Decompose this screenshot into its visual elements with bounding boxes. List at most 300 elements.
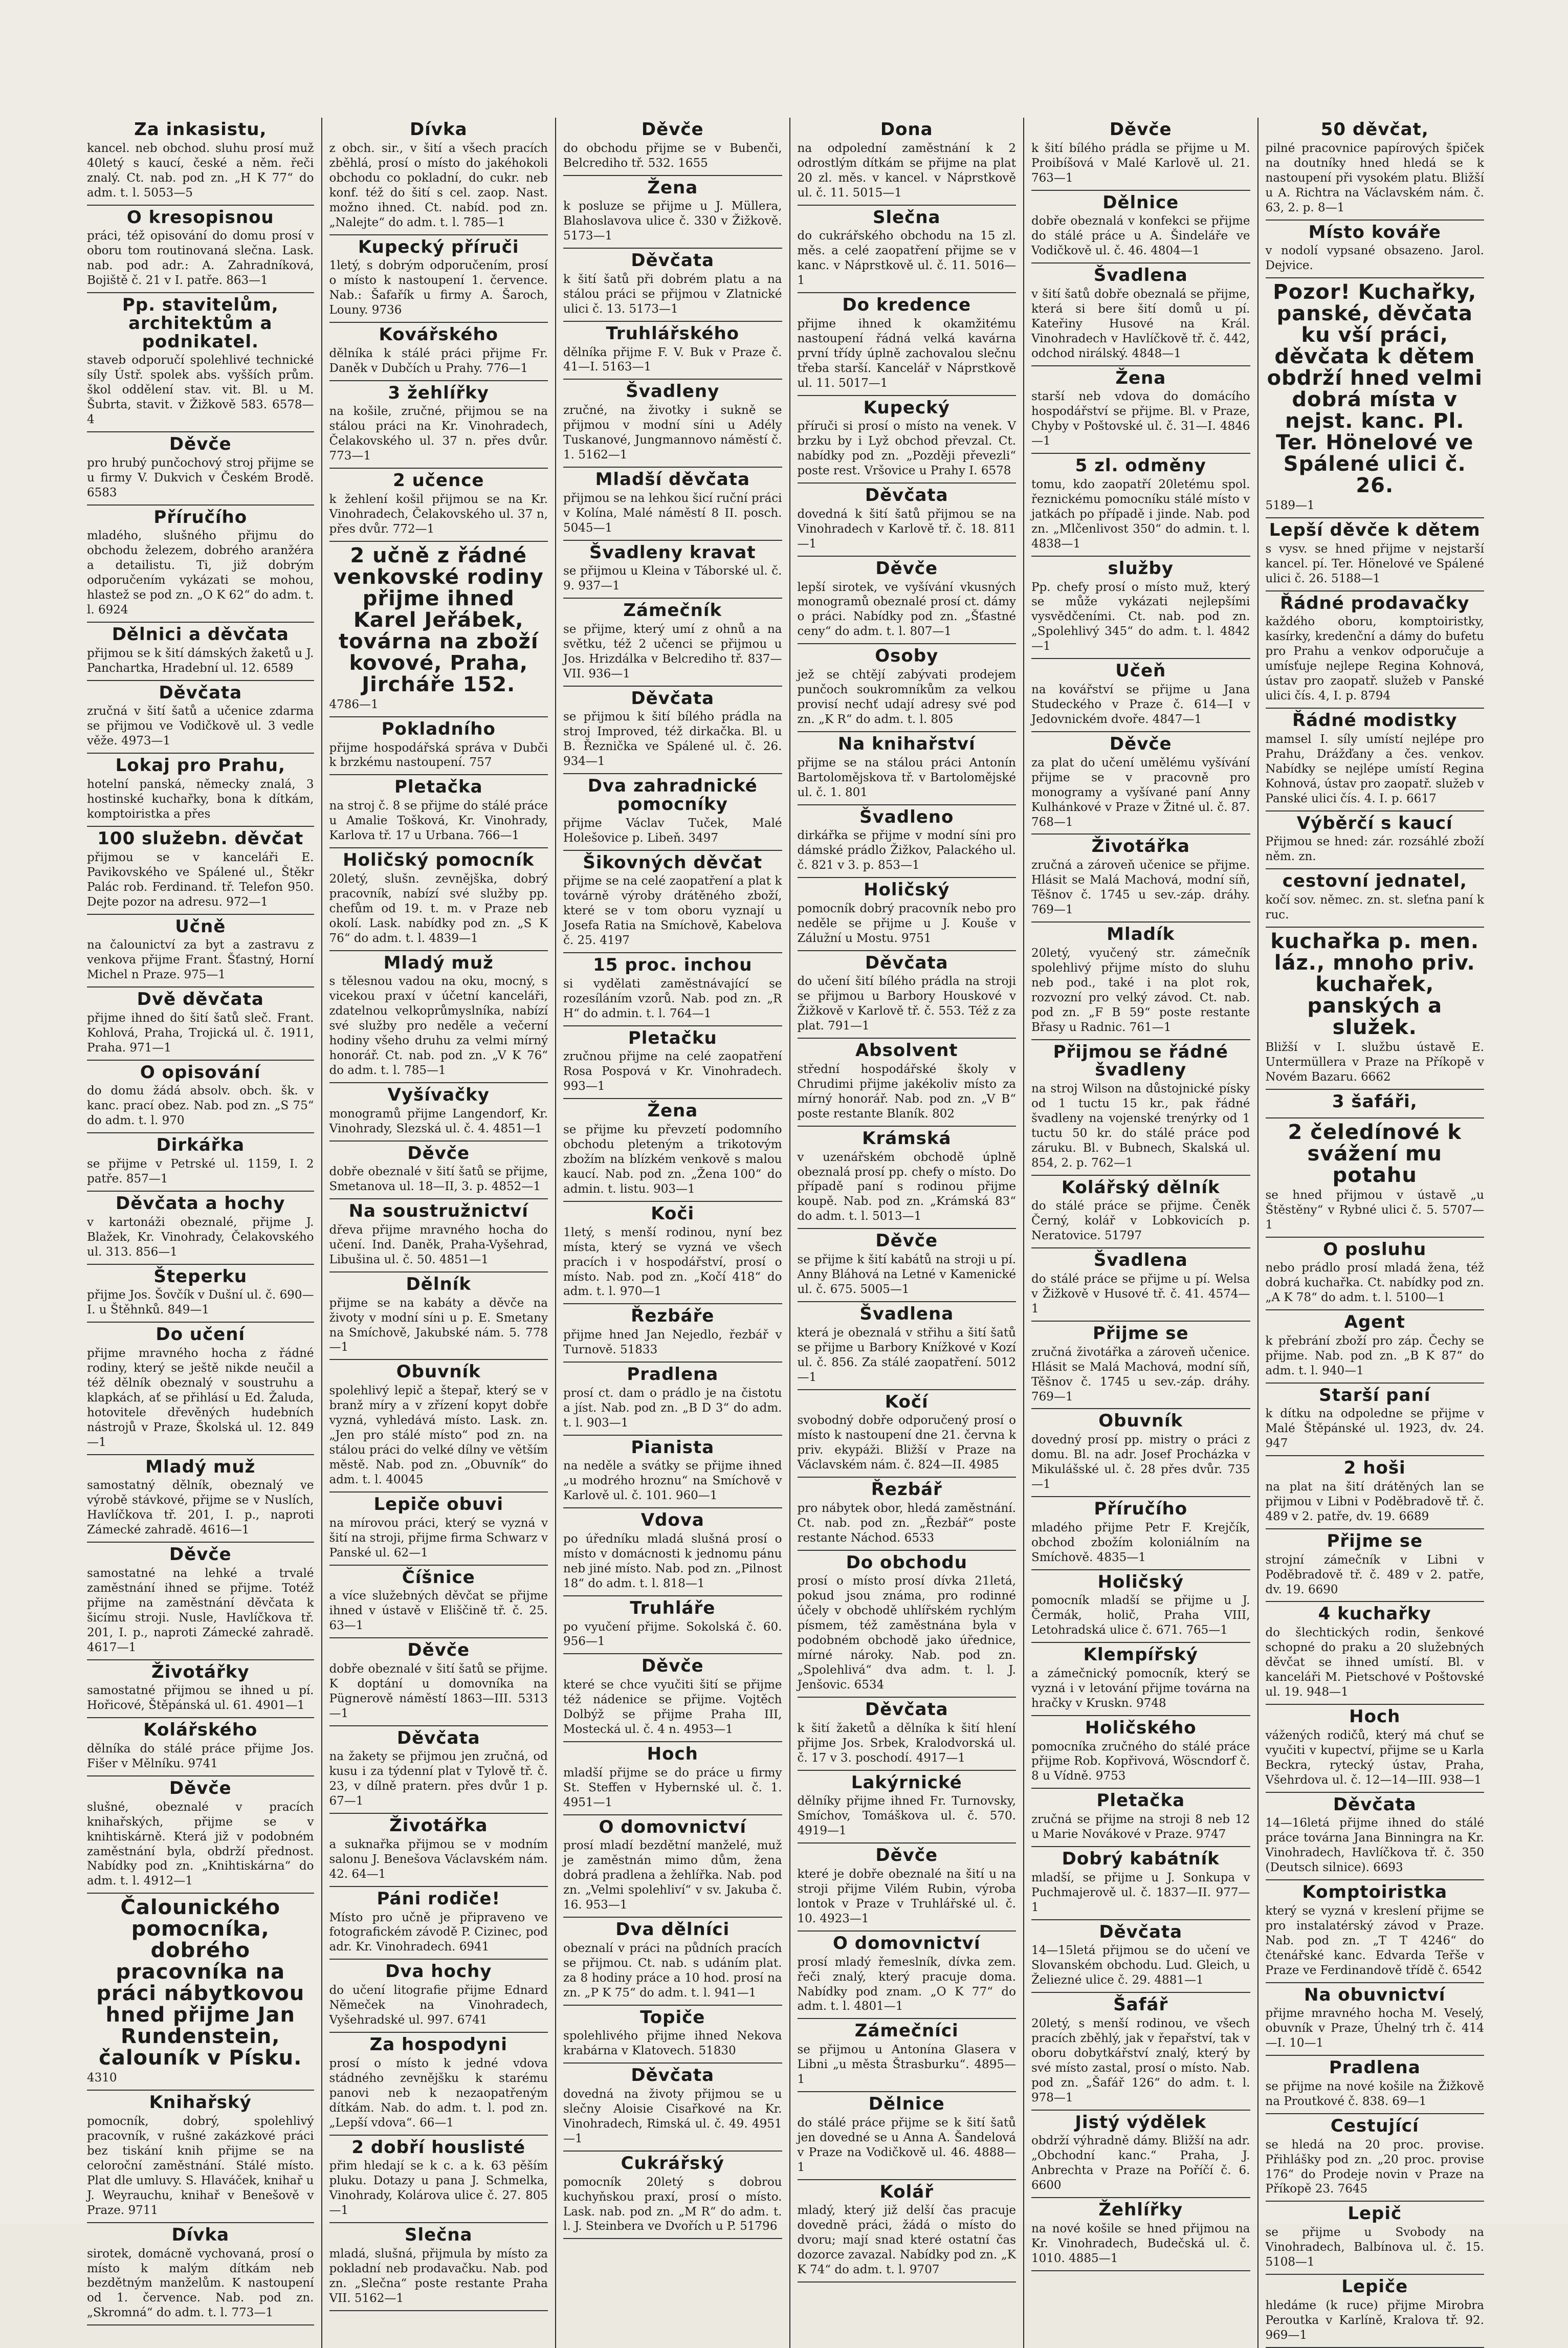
ad-heading: 100 služebn. děvčat [97, 828, 304, 849]
ad-body: pomocník, dobrý, spolehlivý pracovník, v rušné zakázkové práci bez tiskání knih přijme se na celoroční zaměstnání. Stálé místo. Plat dle umluvy. S. Hlaváček, knihař u J. Weyrauchu, knihař v Benešově v Praze. 9711 [87, 2115, 314, 2217]
classified-ad [87, 118, 314, 206]
classified-ad [563, 1508, 782, 1596]
classified-ad [329, 2136, 548, 2224]
ad-body: se přijme, který umí z ohnů a na světku, též 2 učenci se přijmou u Jos. Hrizdálka v Belcrediho tř. 837—VII. 936—1 [563, 622, 782, 681]
ad-body: samostatné přijmou se ihned u pí. Hořicové, Štěpánská ul. 61. 4901—1 [87, 1684, 314, 1713]
column-3 [555, 118, 789, 2348]
ad-heading: Kolářského [143, 1720, 258, 1741]
ad-body: v kartonáži obeznalé, přijme J. Blažek, Kr. Vinohrady, Čelakovského ul. 313. 856—1 [87, 1215, 314, 1259]
classified-ad [563, 176, 782, 249]
classified-ad [798, 293, 1017, 396]
ad-heading: Děvče [875, 1231, 938, 1252]
classified-ad [1031, 659, 1250, 732]
ad-heading: Švadlena [859, 1303, 954, 1324]
ad-heading: Na obuvnictví [1304, 1984, 1446, 2005]
classified-ad [329, 848, 548, 951]
ad-body: přijme se na celé zaopatření a plat k továrně výroby drátěného zboží, které se v tom oboru vyznají u Josefa Ratia na Smíchově, Kabelova č. 25. 4197 [563, 874, 782, 948]
ad-body: přijme se na stálou práci Antonín Bartolomějskova tř. v Bartolomějské ul. č. 1. 801 [797, 756, 1016, 799]
ad-heading: Děvčata [865, 485, 948, 506]
classified-ad [87, 1061, 314, 1134]
ad-body: samostatné na lehké a trvalé zaměstnání ihned se přijme. Totéž přijme na zaměstnání děvčata k šicímu stroji. Nusle, Havlíčkova tř. 201, I. p., naproti Zámecké zahradě. 4617—1 [87, 1566, 314, 1654]
ad-heading: 50 děvčat, [1320, 119, 1429, 140]
classified-ad [329, 1960, 548, 2033]
ad-heading: Příručího [1094, 1499, 1188, 1520]
classified-ad [563, 1918, 782, 2006]
ad-heading: Čalounického pomocníka, dobrého pracovníka na práci nábytkovou hned přijme Jan Rundenstein, čalouník v Písku. [96, 1896, 305, 2070]
classified-ad [1266, 1880, 1485, 1983]
ad-body: obdrží výhradně dámy. Bližší na adr. „Obchodní kanc.“ Praha, J. Anbrechta v Praze na Poříčí č. 6. 6600 [1031, 2134, 1250, 2192]
ad-heading: Kupecký příruči [358, 236, 519, 257]
ad-body: dřeva přijme mravného hocha do učení. Ind. Daněk, Praha-Vyšehrad, Libušina ul. č. 50. 4851—1 [329, 1223, 548, 1266]
classified-ad [1266, 2275, 1485, 2348]
classified-ad [1266, 1118, 1485, 1238]
ad-body: na nové košile se hned přijmou na Kr. Vinohradech, Budečská ul. č. 1010. 4885—1 [1031, 2222, 1250, 2265]
ad-body: hledáme (k ruce) přijme Mirobra Peroutka v Karlíně, Kralova tř. 92. 969—1 [1265, 2298, 1484, 2342]
ad-heading: Pokladního [381, 718, 496, 739]
ad-heading: Děvčata [631, 250, 715, 271]
ad-heading: O posluhu [1323, 1239, 1427, 1260]
ad-heading: Dva hochy [385, 1961, 492, 1982]
classified-ad [798, 732, 1017, 805]
ad-body: dovedná na životy přijmou se u slečny Aloisie Cisařkové na Kr. Vinohradech, Rimská ul. č. 49. 4951—1 [563, 2088, 782, 2145]
ad-body: svobodný dobře odporučený prosí o místo k nastoupení dne 21. června k priv. ekypáži. Bližší v Praze na Václavském nám. č. 824—II. 4985 [797, 1414, 1016, 1472]
ad-heading: Pianista [631, 1437, 715, 1458]
ad-body: které se chce vyučiti šití se přijme též nádenice se přijme. Vojtěch Dolbýž se přijme Praha III, Mostecká ul. č. 4 n. 4953—1 [563, 1678, 782, 1737]
ad-body: se přijmou k šití bílého prádla na stroj Improved, též dirkačka. Bl. u B. Řeznička ve Spálené ul. č. 26. 934—1 [563, 710, 782, 769]
ad-body: kancel. neb obchod. sluhu prosí muž 40letý s kaucí, české a něm. řeči znalý. Ct. nab. pod zn. „H K 77“ do adm. t. l. 5053—5 [87, 141, 314, 200]
ad-body: zručná v šití šatů a učenice zdarma se přijmou ve Vodičkově ul. 3 vedle věže. 4973—1 [87, 705, 314, 748]
classified-ad [1031, 1248, 1250, 1322]
classified-ad [329, 1887, 548, 1960]
ad-body: přijmou se na lehkou šicí ruční práci v Kolína, Malé náměstí 8 II. posch. 5045—1 [563, 491, 782, 535]
ad-body: příruči si prosí o místo na venek. V brzku by i Lyž obchod převzal. Ct. nabídky pod zn. „Později převezli“ poste rest. Vršovice u Prahy I. 6578 [797, 420, 1016, 478]
classified-ad [798, 1551, 1017, 1698]
ad-body: do domu žádá absolv. obch. šk. v kanc. prací obez. Nab. pod zn. „S 75“ do adm. t. l. 970 [87, 1084, 314, 1128]
ad-body: mladší, se přijme u J. Sonkupa v Puchmajerově ul. č. 1837—II. 977—1 [1031, 1871, 1250, 1914]
ad-heading: Výběrčí s kaucí [1296, 813, 1453, 833]
classified-ad [1031, 1789, 1250, 1847]
ad-heading: Děvče [169, 1778, 232, 1798]
classified-ad [87, 915, 314, 988]
ad-body: 4786—1 [329, 697, 379, 711]
ad-body: se přijme v Petrské ul. 1159, I. 2 patře. 857—1 [87, 1157, 314, 1186]
classified-ad [87, 1323, 314, 1455]
classified-ad [1031, 454, 1250, 557]
ad-heading: 4 kuchařky [1318, 1604, 1431, 1625]
classified-ad [87, 1455, 314, 1543]
ad-body: zručná životářka a zároveň učenice. Hlásit se Malá Machová, modní síň, Těšnov č. 1745 u sev.-záp. dráhy. 769—1 [1031, 1345, 1250, 1403]
ad-heading: Děvčata [1099, 1921, 1183, 1942]
ad-heading: Dvě děvčata [137, 989, 264, 1010]
ad-body: samostatný dělník, obeznalý ve výrobě stávkové, přijme se v Nuslích, Havlíčkova tř. 201, I. p., naproti Zámecké zahradě. 4616—1 [87, 1479, 314, 1537]
classified-ad [1031, 1409, 1250, 1497]
classified-ad [563, 1304, 782, 1363]
classified-ad [1031, 1920, 1250, 1993]
ad-body: slušné, obeznalé v pracích knihařských, přijme se v knihtiskárně. Která již v podobném zaměstnání byla, obdrží přednost. Nabídky pod zn. „Knihtiskárna“ do adm. t. l. 4912—1 [87, 1800, 314, 1888]
ad-heading: Do učení [156, 1324, 246, 1345]
ad-body: do šlechtických rodin, šenkové schopné do praku a 20 služebných děvčat se ihned umístí. Bl. v kanceláři M. Pietschové v Poštovské ul. 19. 948—1 [1265, 1626, 1484, 1699]
ad-body: do stálé práce se přijme u pí. Welsa v Žižkově v Husové tř. č. 41. 4574—1 [1031, 1272, 1250, 1315]
ad-heading: Na knihařství [837, 733, 976, 754]
classified-ad [1031, 1570, 1250, 1643]
ad-body: vážených rodičů, který má chuť se vyučiti v kupectví, přijme se u Karla Beckra, rytecký ústav, Praha, Všehrdova ul. č. 12—14—III. 938—1 [1265, 1728, 1484, 1787]
ad-body: 14—15letá přijmou se do učení ve Slovanském obchodu. Lud. Gleich, u Želiezné ulice č. 29. 4881—1 [1031, 1944, 1250, 1987]
ad-heading: Děvče [875, 1845, 938, 1866]
ad-heading: Pp. stavitelům, architektům a podnikatel. [122, 295, 279, 352]
ad-body: na mírovou práci, který se vyzná v šití na stroji, přijme firma Schwarz v Panské ul. 62—1 [329, 1516, 548, 1560]
ad-body: do učení litografie přijme Ednard Němeček na Vinohradech, Vyšehradské ul. 997. 6741 [329, 1984, 548, 2027]
classified-ad [1031, 835, 1250, 923]
ad-body: spolehlivý lepič a štepař, který se v branž míry a v zřízení kopyt dobře vyzná, vyhledává místo. Lask. zn. „Jen pro stálé místo“ pod zn. na stálou práci do velké dílny ve větším městě. Nab. pod zn. „Obuvník“ do adm. t. l. 40045 [329, 1384, 548, 1486]
classified-ad [1031, 2111, 1250, 2199]
ad-body: mladý, který již delší čas pracuje dovedně práci, žádá o místo do dvoru; mají snad které ostatní čas dozorce zavazal. Nabídky pod zn. „K K 74“ do adm. t. l. 9707 [797, 2204, 1016, 2277]
classified-ad [798, 1932, 1017, 2020]
ad-body: pomocník mladší se přijme u J. Čermák, holič, Praha VIII, Letohradská ulice č. 671. 765—1 [1031, 1594, 1250, 1637]
classified-ad [1031, 2198, 1250, 2271]
classified-ad [87, 1133, 314, 1192]
ad-heading: Dívka [409, 119, 468, 140]
ad-body: který se vyzná v kreslení přijme se pro instalatérský závod v Praze. Nab. pod zn. „T T 4246“ do čtenářské kanc. Edvarda Teřše v Praze ve Ferdinandově třídě č. 6542 [1265, 1904, 1484, 1977]
ad-body: přijme hospodářská správa v Dubči k brzkému nastoupení. 757 [329, 741, 548, 770]
ad-body: mladého, slušného přijmu do obchodu železem, dobrého aranžéra a detailistu. Ti, již dobrým odporučením vykázati se mohou, hlastež se pod zn. „O K 62“ do adm. t. l. 6924 [87, 529, 314, 617]
ad-heading: Děvče [641, 119, 704, 140]
classified-ad [1031, 1040, 1250, 1176]
ad-heading: Děvče [641, 1656, 704, 1677]
classified-ad [563, 1363, 782, 1436]
ad-body: na odpolední zaměstnání k 2 odrostlým dítkám se přijme na plat 20 zl. měs. v kancel. v Náprstkově ul. č. 11. 5015—1 [797, 141, 1016, 200]
ad-body: monogramů přijme Langendorf, Kr. Vinohrady, Slezská ul. č. 4. 4851—1 [329, 1107, 548, 1135]
classified-columns [87, 118, 1491, 2342]
classified-ad [87, 754, 314, 827]
ad-heading: Děvče [1109, 119, 1172, 140]
classified-ad [563, 687, 782, 775]
ad-body: každého oboru, komptoiristky, kasírky, kredenční a dámy do bufetu pro Prahu a venkov odporučuje a umísťuje nejlepe Regina Kohnová, ústav pro zaopatř. služeb v Panské ulici čís. 4, I. p. 8794 [1265, 615, 1484, 703]
ad-body: dělníka k stálé práci přijme Fr. Daněk v Dubčích u Prahy. 776—1 [329, 346, 548, 375]
classified-ad [329, 323, 548, 381]
classified-ad [87, 1265, 314, 1323]
ad-heading: Kolář [879, 2181, 934, 2202]
ad-heading: Obuvník [396, 1362, 481, 1383]
classified-ad [1266, 118, 1485, 221]
ad-body: Pp. chefy prosí o místo muž, který se může vykázati nejlepšími vysvědčeními. Ct. nab. pod zn. „Spolehlivý 345“ do adm. t. l. 4842—1 [1031, 580, 1250, 653]
ad-body: se přijme u Svobody na Vinohradech, Balbínova ul. č. 15. 5108—1 [1265, 2226, 1484, 2269]
ad-heading: Do obchodu [846, 1552, 967, 1573]
ad-body: s vysv. se hned přijme v nejstarší kancel. pí. Ter. Hönelové ve Spálené ulici č. 26. 5188—1 [1265, 542, 1484, 585]
classified-ad [1031, 1176, 1250, 1249]
ad-heading: 3 šafáři, [1332, 1091, 1418, 1112]
classified-ad [563, 1026, 782, 1100]
ad-heading: Starší paní [1319, 1385, 1431, 1406]
classified-ad [1031, 1322, 1250, 1410]
ad-body: tomu, kdo zaopatří 20letému spol. řeznickému pomocníku stálé místo v jatkách po případě i jinde. Nab. pod zn. „Mlčenlivost 350“ do admin. t. l. 4838—1 [1031, 477, 1250, 551]
ad-heading: Šafář [1113, 1994, 1168, 2015]
classified-ad [798, 1039, 1017, 1127]
ad-heading: Děvčata a hochy [116, 1193, 285, 1214]
ad-heading: Slečna [872, 207, 941, 228]
ad-heading: Holičský [864, 880, 950, 901]
classified-ad [329, 2223, 548, 2311]
ad-heading: Místo kováře [1308, 222, 1441, 243]
ad-body: po úředníku mladá slušná prosí o místo v domácnosti k jednomu pánu neb jiné místo. Nab. pod zn. „Pilnost 18“ do adm. t. l. 818—1 [563, 1532, 782, 1590]
ad-heading: Obuvník [1098, 1411, 1183, 1432]
ad-heading: Dirkářka [156, 1135, 245, 1156]
classified-ad [329, 2033, 548, 2136]
classified-ad [1031, 1716, 1250, 1789]
classified-ad [329, 1638, 548, 1726]
ad-body: přijme mravného hocha z řádné rodiny, který se ještě nikde neučil a též dělník obeznalý v soustruhu a klapkách, ať se přihlásí u Ed. Žaluda, hotovitele dřevěných hudebních nástrojů v Praze, Školská ul. 12. 849—1 [87, 1346, 314, 1449]
ad-heading: 2 hoši [1343, 1458, 1406, 1479]
classified-ad [329, 1199, 548, 1272]
ad-heading: Řádné prodavačky [1280, 593, 1470, 613]
classified-ad [1266, 1090, 1485, 1118]
ad-body: přijme hned Jan Nejedlo, řezbář v Turnově. 51833 [563, 1328, 782, 1357]
ad-heading: Kočí [885, 1391, 929, 1412]
classified-ad [798, 396, 1017, 484]
classified-ad [563, 1596, 782, 1655]
classified-ad [1266, 811, 1485, 870]
ad-body: za plat do učení umělému vyšívání přijme se v pracovně pro monogramy a vyšívané paní Anny Kulhánkové v Praze v Žitné ul. č. 87. 768—1 [1031, 756, 1250, 829]
column-6 [1257, 118, 1492, 2348]
classified-ad [1266, 2202, 1485, 2275]
ad-body: které je dobře obeznalé na šití u na stroji přijme Vilém Rubin, výroba lontok v Praze v Truhlářské ul. č. 10. 4923—1 [797, 1868, 1016, 1925]
ad-body: a zámečnický pomocník, který se vyzná i v letování přijme továrna na hračky v Kruskn. 9748 [1031, 1666, 1250, 1710]
classified-ad [798, 951, 1017, 1039]
ad-heading: Dobrý kabátník [1062, 1849, 1220, 1870]
ad-body: pomocník 20letý s dobrou kuchyňskou praxí, prosí o místo. Lask. nab. pod zn. „M R“ do adm. t. l. J. Steinbera ve Dvořích u P. 51796 [563, 2175, 782, 2233]
ad-body: která je obeznalá v střihu a šití šatů se přijme u Barbory Knížkové v Kozí ul. č. 856. Za stálé zaopatření. 5012—1 [797, 1326, 1016, 1384]
ad-body: k posluze se přijme u J. Müllera, Blahoslavova ulice č. 330 v Žižkově. 5173—1 [563, 200, 782, 243]
ad-heading: Pletačka [394, 777, 483, 798]
ad-heading: Mladý muž [145, 1456, 256, 1477]
ad-body: zručnou přijme na celé zaopatření Rosa Pospová v Kr. Vinohradech. 993—1 [563, 1050, 782, 1093]
ad-body: přim hledají se k c. a k. 63 pěším pluku. Dotazy u pana J. Schmelka, Vinohrady, Kolárova ulice č. 27. 805—1 [329, 2159, 548, 2218]
ad-heading: Koči [651, 1203, 695, 1224]
ad-heading: Přijmou se řádné švadleny [1053, 1041, 1228, 1081]
ad-heading: 2 učně z řádné venkovské rodiny přijme ihned Karel Jeřábek, továrna na zboží kovové, Praha, Jircháře 152. [333, 543, 544, 696]
ad-heading: Děvčata [1333, 1794, 1417, 1815]
ad-heading: Řádné modistky [1292, 710, 1457, 731]
classified-ad [1266, 1456, 1485, 1529]
classified-ad [563, 468, 782, 541]
ad-heading: 2 čeledínové k svážení mu potahu [1288, 1120, 1462, 1187]
classified-ad [1031, 264, 1250, 366]
ad-heading: Vdova [641, 1510, 704, 1531]
ad-body: přijme ihned do šití šatů sleč. Frant. Kohlová, Praha, Trojická ul. č. 1911, Praha. 971—1 [87, 1011, 314, 1055]
classified-ad [798, 206, 1017, 294]
ad-heading: Děvčata [865, 952, 948, 973]
ad-body: pomocník dobrý pracovník nebo pro neděle se přijme u J. Kouše v Zálužní u Mostu. 9751 [797, 902, 1016, 945]
ad-heading: Děvče [169, 434, 232, 455]
classified-ad [329, 381, 548, 469]
ad-heading: Lepič [1348, 2203, 1402, 2224]
ad-body: 20letý, slušn. zevnějška, dobrý pracovník, nabízí své služby pp. chefům od 19. t. m. v Praze neb okolí. Lask. nabídky pod zn. „S K 76“ do adm. t. l. 4839—1 [329, 872, 548, 945]
classified-ad [563, 322, 782, 380]
classified-ad [87, 1192, 314, 1265]
ad-body: přijme se na kabáty a děvče na životy v modní síni u p. E. Smetany na Smíchově, Jakubské nám. 5. 778—1 [329, 1296, 548, 1354]
ad-body: 5189—1 [1265, 499, 1315, 513]
classified-ad [1031, 118, 1250, 191]
ad-body: a suknařka přijmou se v modním salonu J. Benešova Václavském nám. 42. 64—1 [329, 1837, 548, 1881]
classified-ad [329, 1493, 548, 1566]
classified-ad [1266, 518, 1485, 591]
classified-ad [563, 774, 782, 850]
ad-heading: 15 proc. inchou [593, 955, 753, 976]
ad-heading: 3 žehlířky [388, 382, 489, 403]
classified-ad [329, 1142, 548, 1200]
ad-heading: Dělník [406, 1274, 471, 1294]
ad-heading: Na soustružnictví [348, 1201, 528, 1222]
ad-heading: cestovní jednatel, [1282, 871, 1467, 892]
ad-body: pilné pracovnice papírových špiček na doutníky hned hledá se k nastoupení při vysokém platu. Bližší u A. Richtra na Václavském nám. č. 63, 2. p. 8—1 [1265, 141, 1484, 214]
ad-heading: Mladý muž [383, 952, 494, 973]
ad-body: s tělesnou vadou na oku, mocný, s vicekou praxí v účetní kanceláři, zdatelnou velkoprůmyslníka, nabízí své služby pro neděle a večerní hodiny všeho druhu za velmi mírný honorář. Ct. nab. pod zn. „V K 76“ do adm. t. l. 785—1 [329, 975, 548, 1078]
classified-ad [1266, 1529, 1485, 1603]
ad-heading: Děvčata [865, 1699, 948, 1720]
classified-ad [1266, 221, 1485, 279]
ad-heading: Holičský [1097, 1571, 1184, 1592]
ad-body: dělníka do stálé práce přijme Jos. Fišer v Mělníku. 9741 [87, 1742, 314, 1770]
ad-heading: kuchařka p. men. láz., mnoho priv. kuchařek, panských a služek. [1270, 930, 1479, 1039]
classified-ad [563, 1099, 782, 1202]
classified-ad [1031, 557, 1250, 660]
ad-heading: Lokaj pro Prahu, [115, 755, 285, 776]
ad-body: prosí o místo k jedné vdova stádného zevnějšku k starému panovi neb k nezaopatřeným dítkám. Nab. do adm. t. l. pod zn. „Lepší vdova“. 66—1 [329, 2056, 548, 2130]
ad-heading: Děvče [875, 558, 938, 579]
ad-heading: O domovnictví [833, 1933, 981, 1954]
ad-heading: Pletačka [1096, 1790, 1185, 1811]
classified-ad [329, 1726, 548, 1814]
ad-body: mamsel I. síly umístí nejlépe pro Prahu, Drážďany a čes. venkov. Nabídky se nejlépe umístí Regina Kohnová, ústav pro zaopatř. služeb v Panské ulici čís. 4. I. p. 6617 [1265, 732, 1484, 805]
ad-heading: Osoby [875, 646, 939, 667]
ad-heading: Učeň [1115, 661, 1166, 682]
ad-heading: Jistý výdělek [1075, 2112, 1207, 2133]
ad-heading: Absolvent [855, 1040, 958, 1061]
ad-body: se hledá na 20 proc. provise. Přihlášky pod zn. „20 proc. provise 176“ do Prodeje novin v Praze na Příkopě 23. 7645 [1265, 2138, 1484, 2196]
ad-heading: Pradlena [627, 1364, 719, 1385]
ad-heading: 5 zl. odměny [1075, 455, 1206, 476]
classified-ad [563, 541, 782, 599]
classified-ad [798, 484, 1017, 557]
ad-body: se hned přijmou v ústavě „u Štěstěny“ v Rybné ulici č. 5. 5707—1 [1265, 1188, 1484, 1232]
classified-ad [798, 1844, 1017, 1932]
classified-ad [87, 1718, 314, 1776]
ad-heading: Cukrářský [621, 2153, 724, 2174]
ad-body: jež se chtějí zabývati prodejem punčoch soukromníkům za velkou provisí nechť udají adresy své pod zn. „K R“ do adm. t. l. 805 [797, 668, 1016, 726]
ad-body: zručná a zároveň učenice se přijme. Hlásit se Malá Machová, modní síň, Těšnov č. 1745 u sev.-záp. dráhy. 769—1 [1031, 859, 1250, 917]
classified-ad [798, 1771, 1017, 1844]
classified-ad [87, 2091, 314, 2223]
classified-ad [1266, 928, 1485, 1090]
ad-body: přijme mravného hocha M. Veselý, obuvník v Praze, Úhelný trh č. 414—I. 10—1 [1265, 2007, 1484, 2050]
ad-heading: Příručího [153, 507, 248, 528]
classified-ad [87, 988, 314, 1061]
ad-body: k šití šatů při dobrém platu a na stálou práci se přijmou v Zlatnické ulici č. 13. 5173—1 [563, 272, 782, 316]
ad-body: na plat na šití drátěných lan se přijmou v Libni v Poděbradově tř. č. 489 v 2. patře, dv. 19. 6689 [1265, 1480, 1484, 1523]
ad-heading: Kovářského [379, 324, 499, 345]
ad-body: staveb odporučí spolehlivé technické síly Ústř. spolek abs. vyšších prům. škol oddělení stav. vit. Bl. u M. Šubrta, stavit. v Žižkově 583. 6578—4 [87, 354, 314, 427]
classified-ad [798, 2180, 1017, 2283]
ad-body: 14—16letá přijme ihned do stálé práce továrna Jana Binningra na Kr. Vinohradech, Havlíčkova tř. č. 350 (Deutsch silnice). 6693 [1265, 1816, 1484, 1875]
ad-body: na stroj Wilson na důstojnické písky od 1 tuctu 15 kr., pak řádné švadleny na vojenské trenýrky od 1 tuctu 50 kr. do stálé práce pod záruku. Bl. v Bubnech, Skalská ul. 854, 2. p. 762—1 [1031, 1082, 1250, 1170]
classified-ad [1031, 191, 1250, 264]
column-5 [1023, 118, 1257, 2348]
ad-heading: Dívka [171, 2224, 230, 2245]
ad-heading: Za hospodyni [369, 2034, 507, 2055]
classified-ad [87, 432, 314, 506]
classified-ad [87, 623, 314, 681]
ad-heading: 2 dobří houslisté [351, 2137, 526, 2158]
classified-ad [1031, 1643, 1250, 1716]
ad-heading: Kolářský dělník [1061, 1177, 1220, 1198]
ad-heading: Švadlena [1093, 265, 1188, 286]
ad-body: pro nábytek obor, hledá zaměstnání. Ct. nab. pod zn. „Řezbář“ poste restante Náchod. 6533 [797, 1501, 1016, 1545]
ad-heading: Dělnice [868, 2094, 945, 2115]
ad-body: práci, též opisování do domu prosí v oboru tom routinovaná slečna. Lask. nab. pod adr.: A. Zahradníková, Bojiště č. 21 v I. patře. 863—1 [87, 229, 314, 288]
classified-ad [1031, 923, 1250, 1040]
ad-body: nebo prádlo prosí mladá žena, též dobrá kuchařka. Ct. nabídky pod zn. „A K 78“ do adm. t. l. 5100—1 [1265, 1261, 1484, 1305]
ad-heading: Děvčata [631, 2065, 715, 2086]
classified-ad [798, 1478, 1017, 1551]
ad-heading: Krámská [862, 1128, 952, 1149]
ad-heading: Žehlířky [1098, 2200, 1183, 2221]
ad-body: Bližší v I. službu ústavě E. Untermüllera v Praze na Příkopě v Novém Bazaru. 6662 [1265, 1041, 1484, 1084]
classified-ad [329, 118, 548, 235]
classified-ad [1031, 366, 1250, 454]
classified-ad [563, 249, 782, 322]
ad-body: prosí o místo prosí dívka 21letá, pokud jsou známa, pro rodinné účely v obchodě uhlířském rychlým písmem, též zaměstnána byla v podobném obchodě jako úřednice, mírné nároky. Nab. pod zn. „Spolehlivá“ dva adm. t. l. J. Jenšovic. 6534 [797, 1574, 1016, 1692]
classified-ad [563, 851, 782, 954]
ad-heading: Zámečník [623, 600, 722, 621]
ad-body: se přijmou u Antonína Glasera v Libni „u města Štrasburku“. 4895—1 [797, 2043, 1016, 2087]
ad-body: 1letý, s menší rodinou, nyní bez místa, který se vyzná ve všech pracích i v hospodářství, prosí o místo. Nab. pod zn. „Kočí 418“ do adm. t. l. 970—1 [563, 1225, 782, 1299]
classified-ad [87, 1543, 314, 1660]
classified-ad [563, 2006, 782, 2064]
classified-ad [1266, 591, 1485, 709]
classified-ad [1266, 1602, 1485, 1705]
ad-body: starší neb vdova do domácího hospodářství se přijme. Bl. v Praze, Chyby v Poštovské ul. č. 31—I. 4846—1 [1031, 390, 1250, 448]
ad-heading: Pletačku [628, 1027, 717, 1048]
ad-heading: Číšnice [402, 1567, 475, 1588]
ad-body: na kovářství se přijme u Jana Studeckého v Praze č. 614—I v Jedovnickém dvoře. 4847—1 [1031, 683, 1250, 726]
ad-heading: Životářky [151, 1661, 250, 1682]
ad-body: na neděle a svátky se přijme ihned „u modrého hroznu“ na Smíchově v Karlově ul. č. 101. 960—1 [563, 1459, 782, 1503]
classified-ad [87, 293, 314, 432]
ad-body: mladá, slušná, přijmula by místo za pokladní neb prodavačku. Nab. pod zn. „Slečna“ poste restante Praha VII. 5162—1 [329, 2247, 548, 2305]
ad-body: přijmou se v kanceláři E. Pavikovského ve Spálené ul., Štěkr Palác rob. Ferdinand. tř. Telefon 950. Dejte pozor na adresu. 972—1 [87, 850, 314, 909]
classified-ad [1266, 2056, 1485, 2114]
classified-ad [329, 1272, 548, 1360]
ad-body: dovedný prosí pp. mistry o práci z domu. Bl. na adr. Josef Procházka v Mikulášské ul. č. 28 přes dvůr. 735—1 [1031, 1433, 1250, 1491]
classified-ad [798, 557, 1017, 645]
classified-ad [87, 1776, 314, 1894]
ad-heading: Slečna [404, 2225, 473, 2246]
classified-ad [563, 2064, 782, 2152]
ad-body: dělníka přijme F. V. Buk v Praze č. 41—I. 5163—1 [563, 345, 782, 374]
ad-heading: Mladík [1107, 924, 1175, 945]
ad-body: mladší přijme se do práce u firmy St. Steffen v Hybernské ul. č. 1. 4951—1 [563, 1766, 782, 1809]
classified-ad [563, 2152, 782, 2240]
classified-ad [329, 1814, 548, 1887]
ad-heading: Děvčata [159, 682, 242, 703]
ad-heading: Šteperku [153, 1266, 248, 1287]
ad-body: k šití bílého prádla se přijme u M. Proibíšová v Malé Karlově ul. 21. 763—1 [1031, 141, 1250, 185]
ad-body: dovedná k šití šatů přijmou se na Vinohradech v Karlově tř. č. 18. 811—1 [797, 507, 1016, 551]
classified-ad [329, 469, 548, 542]
ad-heading: 2 učence [393, 470, 484, 491]
ad-body: do stálé práce přijme se k šití šatů jen dovedné se u Anna A. Šandelová v Praze na Vodičkově ul. 46. 4888—1 [797, 2116, 1016, 2174]
classified-ad [87, 2223, 314, 2326]
ad-body: na čalounictví za byt a zastravu z venkova přijme Frant. Šťastný, Horní Michel n Praze. 975—1 [87, 938, 314, 982]
